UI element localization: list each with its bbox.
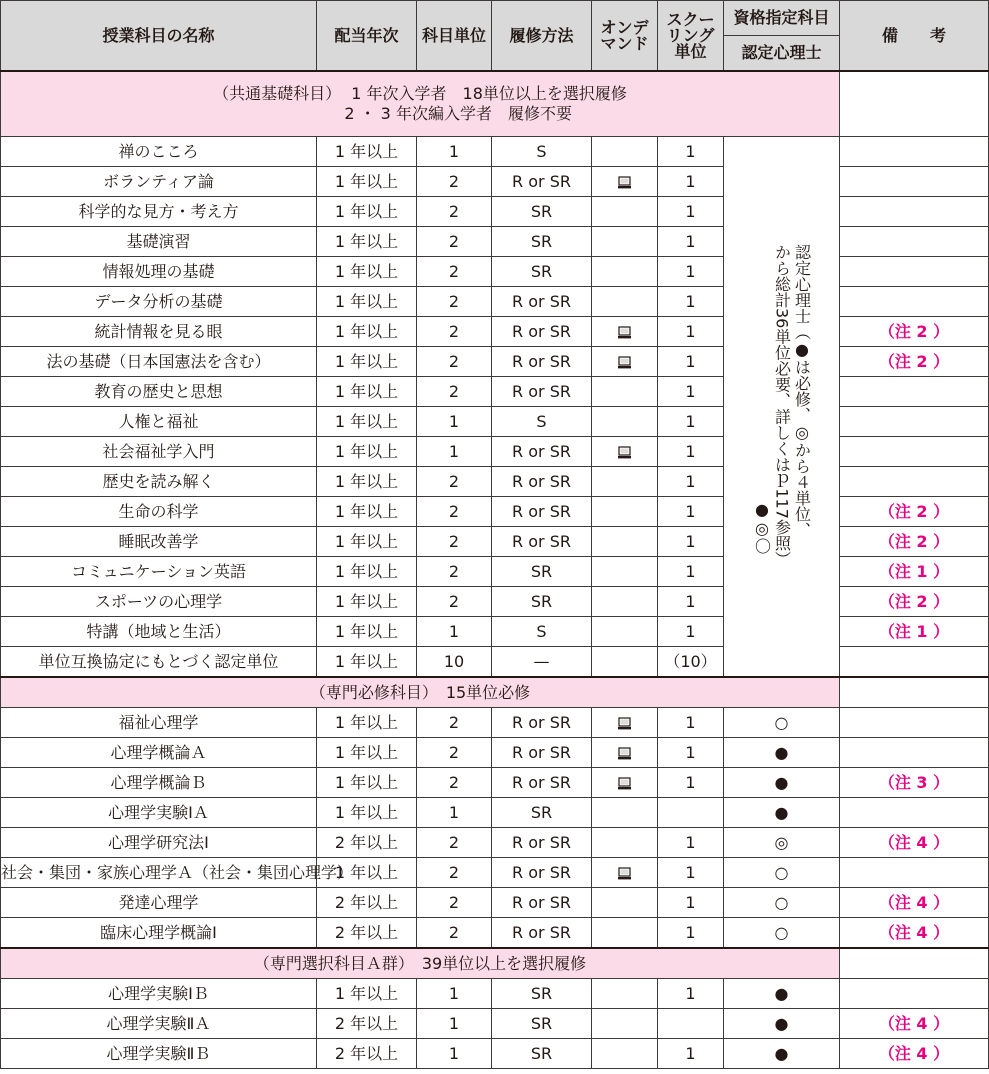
course-year: 1 年以上: [317, 227, 417, 257]
course-schooling: 1: [658, 888, 724, 918]
course-note: （注 2 ）: [840, 527, 989, 557]
course-ondemand: [592, 527, 658, 557]
course-units: 2: [417, 467, 492, 497]
course-year: 1 年以上: [317, 137, 417, 167]
course-name: 特講（地域と生活）: [1, 617, 317, 647]
course-method: S: [492, 617, 592, 647]
course-method: R or SR: [492, 738, 592, 768]
course-ondemand: [592, 287, 658, 317]
header-ondemand-l1: オンデ: [600, 17, 649, 37]
course-ondemand: [592, 1039, 658, 1069]
section-row-required-notes: [840, 677, 989, 708]
header-units: 科目単位: [417, 1, 492, 72]
course-ondemand: [592, 647, 658, 678]
computer-icon: [618, 777, 631, 790]
course-units: 2: [417, 377, 492, 407]
header-schooling-l1: スクー: [666, 9, 715, 29]
course-name: 統計情報を見る眼: [1, 317, 317, 347]
course-units: 2: [417, 918, 492, 949]
table-row: [1, 979, 989, 1009]
course-units: 2: [417, 257, 492, 287]
course-schooling: 1: [658, 497, 724, 527]
course-note: （注 4 ）: [840, 918, 989, 949]
table-row: [1, 257, 989, 287]
course-schooling: 1: [658, 377, 724, 407]
course-year: 2 年以上: [317, 1039, 417, 1069]
course-method: SR: [492, 587, 592, 617]
computer-icon: [618, 747, 631, 760]
course-name: 人権と福祉: [1, 407, 317, 437]
course-schooling: 1: [658, 768, 724, 798]
course-method: R or SR: [492, 467, 592, 497]
course-ondemand: [592, 798, 658, 828]
course-note: [840, 257, 989, 287]
course-name: コミュニケーション英語: [1, 557, 317, 587]
table-row: [1, 858, 989, 888]
course-units: 2: [417, 888, 492, 918]
course-schooling: 1: [658, 227, 724, 257]
course-ondemand: [592, 708, 658, 738]
course-name: 心理学実験ⅠＢ: [1, 979, 317, 1009]
section-common-line2: 2 ・ 3 年次編入学者 履修不要: [268, 104, 572, 123]
course-method: SR: [492, 798, 592, 828]
course-note: [840, 407, 989, 437]
course-name: 基礎演習: [1, 227, 317, 257]
course-schooling: 1: [658, 197, 724, 227]
table-row: [1, 708, 989, 738]
table-row: [1, 377, 989, 407]
course-name: 睡眠改善学: [1, 527, 317, 557]
course-schooling: 1: [658, 287, 724, 317]
course-units: 1: [417, 1009, 492, 1039]
table-row: [1, 647, 989, 678]
course-ondemand: [592, 257, 658, 287]
course-name: 臨床心理学概論Ⅰ: [1, 918, 317, 949]
course-units: 1: [417, 137, 492, 167]
course-units: 10: [417, 647, 492, 678]
table-row: [1, 798, 989, 828]
course-schooling: 1: [658, 347, 724, 377]
header-schooling-l3: 単位: [674, 41, 707, 61]
course-method: R or SR: [492, 768, 592, 798]
course-year: 1 年以上: [317, 347, 417, 377]
course-ondemand: [592, 1009, 658, 1039]
course-method: R or SR: [492, 437, 592, 467]
table-row: [1, 347, 989, 377]
course-schooling: 1: [658, 708, 724, 738]
computer-icon: [618, 176, 631, 189]
course-note: （注 4 ）: [840, 828, 989, 858]
course-ondemand: [592, 467, 658, 497]
course-name: 禅のこころ: [1, 137, 317, 167]
table-row: [1, 137, 989, 167]
course-qualification-mark: ○: [724, 888, 840, 918]
section-row-electiveA: [1, 948, 989, 979]
table-row: [1, 617, 989, 647]
header-method: 履修方法: [492, 1, 592, 72]
course-schooling: 1: [658, 437, 724, 467]
course-method: R or SR: [492, 708, 592, 738]
course-schooling: 1: [658, 918, 724, 949]
course-note: [840, 437, 989, 467]
course-method: R or SR: [492, 858, 592, 888]
course-units: 2: [417, 527, 492, 557]
course-note: [840, 467, 989, 497]
course-year: 1 年以上: [317, 287, 417, 317]
course-note: [840, 377, 989, 407]
course-note: [840, 227, 989, 257]
course-units: 2: [417, 768, 492, 798]
table-row: [1, 738, 989, 768]
course-note: （注 4 ）: [840, 1009, 989, 1039]
course-schooling: 1: [658, 467, 724, 497]
course-ondemand: [592, 317, 658, 347]
course-note: [840, 738, 989, 768]
course-name: 単位互換協定にもとづく認定単位: [1, 647, 317, 678]
table-row: [1, 497, 989, 527]
course-note: （注 2 ）: [840, 587, 989, 617]
course-ondemand: [592, 407, 658, 437]
table-body: [1, 71, 989, 1069]
course-qualification-mark: ○: [724, 858, 840, 888]
course-year: 1 年以上: [317, 497, 417, 527]
header-schooling: [658, 1, 724, 72]
course-schooling: 1: [658, 858, 724, 888]
course-year: 1 年以上: [317, 407, 417, 437]
course-name: 心理学概論Ｂ: [1, 768, 317, 798]
course-units: 1: [417, 798, 492, 828]
course-schooling: 1: [658, 317, 724, 347]
computer-icon: [618, 446, 631, 459]
table-row: [1, 768, 989, 798]
course-units: 2: [417, 497, 492, 527]
course-method: R or SR: [492, 497, 592, 527]
course-name: 法の基礎（日本国憲法を含む）: [1, 347, 317, 377]
course-year: 1 年以上: [317, 738, 417, 768]
course-schooling: 1: [658, 527, 724, 557]
course-schooling: （10）: [658, 647, 724, 678]
qualification-note-cell: [724, 137, 840, 678]
course-year: 1 年以上: [317, 467, 417, 497]
course-year: 2 年以上: [317, 918, 417, 949]
course-note: （注 1 ）: [840, 557, 989, 587]
course-units: 2: [417, 167, 492, 197]
table-row: [1, 467, 989, 497]
section-common-label: [1, 71, 840, 137]
course-schooling: 1: [658, 738, 724, 768]
course-year: 1 年以上: [317, 257, 417, 287]
course-name: 心理学研究法Ⅰ: [1, 828, 317, 858]
course-note: [840, 167, 989, 197]
course-method: R or SR: [492, 347, 592, 377]
course-units: 2: [417, 227, 492, 257]
course-ondemand: [592, 227, 658, 257]
course-note: [840, 708, 989, 738]
course-year: 2 年以上: [317, 1009, 417, 1039]
course-name: 心理学概論Ａ: [1, 738, 317, 768]
course-year: 2 年以上: [317, 888, 417, 918]
course-ondemand: [592, 497, 658, 527]
course-note: [840, 197, 989, 227]
course-name: 心理学実験ⅠＡ: [1, 798, 317, 828]
course-year: 1 年以上: [317, 527, 417, 557]
course-method: SR: [492, 979, 592, 1009]
course-note: [840, 858, 989, 888]
course-units: 2: [417, 347, 492, 377]
course-qualification-mark: ●: [724, 798, 840, 828]
course-name: 教育の歴史と思想: [1, 377, 317, 407]
table-row: [1, 587, 989, 617]
header-notes: 備 考: [840, 1, 989, 72]
course-year: 1 年以上: [317, 979, 417, 1009]
course-year: 1 年以上: [317, 377, 417, 407]
header-ondemand: [592, 1, 658, 72]
course-year: 1 年以上: [317, 317, 417, 347]
course-qualification-mark: ●: [724, 738, 840, 768]
course-ondemand: [592, 738, 658, 768]
course-name: 心理学実験ⅡＢ: [1, 1039, 317, 1069]
course-name: 社会福祉学入門: [1, 437, 317, 467]
table-row: [1, 1009, 989, 1039]
computer-icon: [618, 326, 631, 339]
course-ondemand: [592, 918, 658, 949]
course-units: 2: [417, 738, 492, 768]
course-year: 1 年以上: [317, 617, 417, 647]
course-method: R or SR: [492, 527, 592, 557]
header-year: 配当年次: [317, 1, 417, 72]
course-method: SR: [492, 197, 592, 227]
course-method: R or SR: [492, 167, 592, 197]
header-schooling-l2: リング: [666, 25, 715, 45]
course-year: 1 年以上: [317, 197, 417, 227]
section-common-line1: （共通基礎科目） 1 年次入学者 18単位以上を選択履修: [213, 84, 627, 103]
course-method: R or SR: [492, 377, 592, 407]
course-schooling: 1: [658, 557, 724, 587]
course-qualification-mark: ○: [724, 918, 840, 949]
course-ondemand: [592, 167, 658, 197]
course-ondemand: [592, 437, 658, 467]
course-ondemand: [592, 557, 658, 587]
course-qualification-mark: ●: [724, 1009, 840, 1039]
course-name: 心理学実験ⅡＡ: [1, 1009, 317, 1039]
section-row-required: [1, 677, 989, 708]
course-note: [840, 287, 989, 317]
section-common-notes: [840, 71, 989, 137]
course-qualification-mark: ●: [724, 1039, 840, 1069]
course-name: データ分析の基礎: [1, 287, 317, 317]
table-row: [1, 918, 989, 949]
course-ondemand: [592, 979, 658, 1009]
table-row: [1, 888, 989, 918]
course-qualification-mark: ●: [724, 768, 840, 798]
course-note: [840, 137, 989, 167]
header-qualification-sub: 認定心理士: [724, 36, 840, 72]
computer-icon: [618, 867, 631, 880]
table-row: [1, 527, 989, 557]
course-schooling: 1: [658, 137, 724, 167]
table-row: [1, 167, 989, 197]
course-year: 1 年以上: [317, 437, 417, 467]
course-ondemand: [592, 137, 658, 167]
course-method: SR: [492, 257, 592, 287]
course-ondemand: [592, 858, 658, 888]
course-year: 1 年以上: [317, 557, 417, 587]
course-ondemand: [592, 888, 658, 918]
table-row: [1, 227, 989, 257]
course-name: 発達心理学: [1, 888, 317, 918]
section-row-common: [1, 71, 989, 137]
course-year: 1 年以上: [317, 587, 417, 617]
course-method: R or SR: [492, 317, 592, 347]
course-name: 福祉心理学: [1, 708, 317, 738]
course-year: 2 年以上: [317, 828, 417, 858]
course-note: （注 2 ）: [840, 317, 989, 347]
course-method: R or SR: [492, 918, 592, 949]
course-note: （注 1 ）: [840, 617, 989, 647]
course-schooling: 1: [658, 257, 724, 287]
course-units: 2: [417, 197, 492, 227]
course-method: SR: [492, 1009, 592, 1039]
course-schooling: 1: [658, 979, 724, 1009]
table-row: [1, 407, 989, 437]
section-row-electiveA-label: （専門選択科目Ａ群） 39単位以上を選択履修: [1, 948, 840, 979]
course-name: スポーツの心理学: [1, 587, 317, 617]
course-note: （注 2 ）: [840, 347, 989, 377]
course-ondemand: [592, 377, 658, 407]
course-name: 生命の科学: [1, 497, 317, 527]
qualification-vertical-note: 認定心理士（●は必修、◎から４単位、 から総計36単位必要、詳しくはｐ117参照） ●◎〇: [752, 243, 812, 567]
course-ondemand: [592, 587, 658, 617]
course-method: R or SR: [492, 828, 592, 858]
course-method: SR: [492, 227, 592, 257]
course-year: 1 年以上: [317, 708, 417, 738]
course-units: 1: [417, 617, 492, 647]
course-method: R or SR: [492, 888, 592, 918]
course-note: （注 4 ）: [840, 888, 989, 918]
course-note: （注 4 ）: [840, 1039, 989, 1069]
course-year: 1 年以上: [317, 858, 417, 888]
table-row: [1, 1039, 989, 1069]
course-note: [840, 979, 989, 1009]
course-schooling: [658, 1009, 724, 1039]
course-method: R or SR: [492, 287, 592, 317]
course-schooling: 1: [658, 617, 724, 647]
course-units: 2: [417, 557, 492, 587]
header-qualification: 資格指定科目: [724, 1, 840, 36]
table-row: [1, 437, 989, 467]
course-year: 1 年以上: [317, 798, 417, 828]
course-method: SR: [492, 557, 592, 587]
course-name: 情報処理の基礎: [1, 257, 317, 287]
course-units: 2: [417, 708, 492, 738]
course-units: 1: [417, 979, 492, 1009]
table-row: [1, 197, 989, 227]
section-row-electiveA-notes: [840, 948, 989, 979]
course-method: S: [492, 137, 592, 167]
course-ondemand: [592, 197, 658, 227]
course-units: 2: [417, 858, 492, 888]
course-note: （注 3 ）: [840, 768, 989, 798]
header-ondemand-l2: マンド: [600, 33, 649, 53]
course-method: —: [492, 647, 592, 678]
course-year: 1 年以上: [317, 647, 417, 678]
course-year: 1 年以上: [317, 167, 417, 197]
table-row: [1, 287, 989, 317]
course-ondemand: [592, 347, 658, 377]
course-name: ボランティア論: [1, 167, 317, 197]
course-method: S: [492, 407, 592, 437]
course-units: 2: [417, 317, 492, 347]
course-schooling: [658, 798, 724, 828]
course-name: 社会・集団・家族心理学Ａ（社会・集団心理学）: [1, 858, 317, 888]
header-name: 授業科目の名称: [1, 1, 317, 72]
course-ondemand: [592, 617, 658, 647]
course-ondemand: [592, 768, 658, 798]
course-year: 1 年以上: [317, 768, 417, 798]
course-units: 1: [417, 1039, 492, 1069]
course-qualification-mark: ◎: [724, 828, 840, 858]
course-schooling: 1: [658, 828, 724, 858]
table-row: [1, 317, 989, 347]
course-method: SR: [492, 1039, 592, 1069]
course-schooling: 1: [658, 167, 724, 197]
course-note: （注 2 ）: [840, 497, 989, 527]
course-qualification-mark: ●: [724, 979, 840, 1009]
course-units: 1: [417, 437, 492, 467]
course-schooling: 1: [658, 407, 724, 437]
course-schooling: 1: [658, 1039, 724, 1069]
course-qualification-mark: ○: [724, 708, 840, 738]
course-units: 2: [417, 587, 492, 617]
course-name: 科学的な見方・考え方: [1, 197, 317, 227]
course-units: 2: [417, 287, 492, 317]
course-note: [840, 647, 989, 678]
course-units: 1: [417, 407, 492, 437]
table-row: [1, 828, 989, 858]
table-row: [1, 557, 989, 587]
course-units: 2: [417, 828, 492, 858]
course-note: [840, 798, 989, 828]
course-schooling: 1: [658, 587, 724, 617]
computer-icon: [618, 356, 631, 369]
section-row-required-label: （専門必修科目） 15単位必修: [1, 677, 840, 708]
course-ondemand: [592, 828, 658, 858]
computer-icon: [618, 717, 631, 730]
course-name: 歴史を読み解く: [1, 467, 317, 497]
